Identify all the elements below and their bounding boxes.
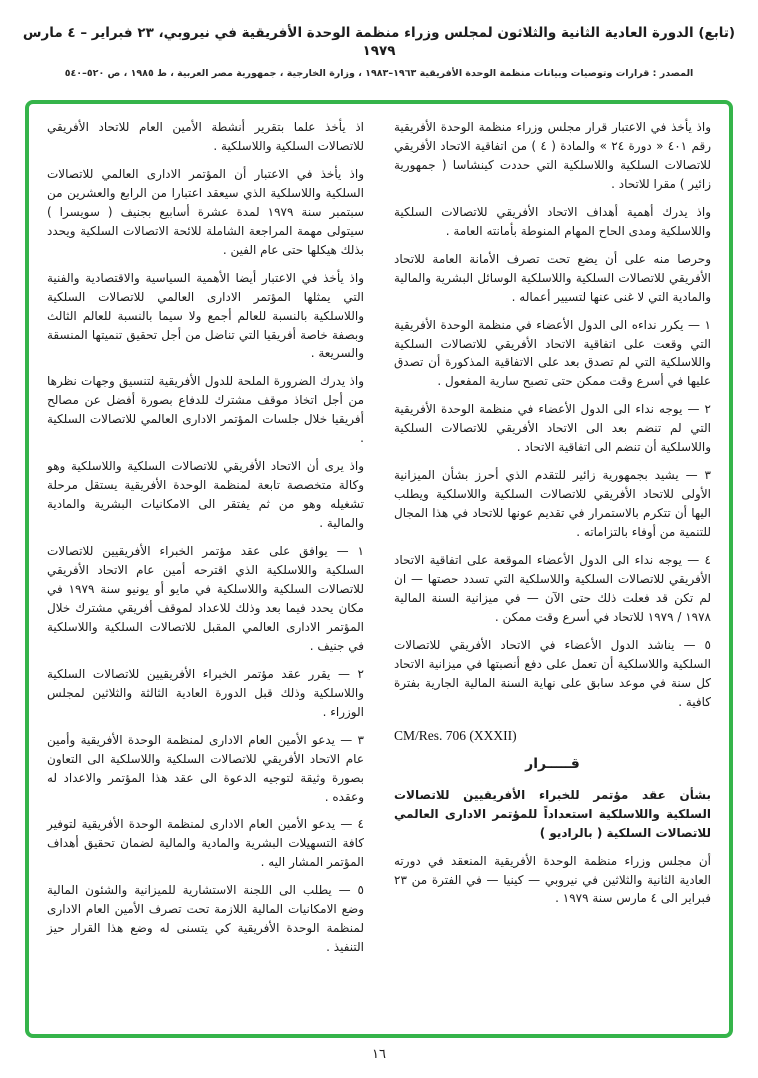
paragraph: واذ يأخذ في الاعتبار قرار مجلس وزراء منظمة الوحدة الأفريقية رقم ٤٠١ « دورة ٢٤ » والمادة ( ٤ ) من اتفاقية الاتحاد الأفريقي للاتصالات السلكية واللاسلكية التي حددت كينشاسا ( جمهورية زائير ) مقرا للاتحاد . xyxy=(394,120,711,191)
numbered-clause: ٤ — يدعو الأمين العام الادارى لمنظمة الوحدة الأفريقية لتوفير كافة التسهيلات البشرية والمادية والمالية لضمان تحقيق أهداف المؤتمر المشار اليه . xyxy=(47,817,364,870)
page-header xyxy=(18,24,740,79)
numbered-clause: ٣ — يشيد بجمهورية زائير للتقدم الذي أحرز بشأن الميزانية الأولى للاتحاد الأفريقي للاتصالات السلكية واللاسلكية ويطلب اليها أن تتكرم بالاستمرار في تقديم عونها للاتحاد في هذا المجال للتنمية من أوفاء بالتزاماته . xyxy=(394,468,711,540)
right-column xyxy=(394,118,711,1024)
header-source: المصدر : قرارات وتوصيات وبيانات منظمة الوحدة الأفريقية ١٩٦٣–١٩٨٣ ، وزارة الخارجية ، جمهورية مصر العربية ، ط ١٩٨٥ ، ص ٥٢٠–٥٤٠ xyxy=(64,68,694,80)
numbered-clause: ١ — يكرر نداءه الى الدول الأعضاء في منظمة الوحدة الأفريقية التي وقعت على اتفاقية الاتحاد الأفريقي للاتصالات السلكية واللاسلكية التي لم تصدق بعد على الاتفاقية المذكورة أن تصدق عليها في أسرع وقت ممكن حتى تصبح سارية المفعول . xyxy=(394,317,711,389)
resolution-body: أن مجلس وزراء منظمة الوحدة الأفريقية المنعقد في دورته العادية الثانية والثلاثين في نيروبي — كينيا — في الفترة من ٢٣ فبراير الى ٤ مارس سنة ١٩٧٩ . xyxy=(394,853,711,906)
content-border-box xyxy=(25,100,733,1038)
numbered-clause: ٢ — يوجه نداء الى الدول الأعضاء في منظمة الوحدة الأفريقية التي لم تنضم بعد الى الاتحاد الأفريقي للاتصالات السلكية واللاسلكية أن تنضم الى اتفاقية الاتحاد . xyxy=(394,402,711,455)
resolution-subject: بشأن عقد مؤتمر للخبراء الأفريقيين للاتصالات السلكية واللاسلكية استعداداً للمؤتمر الادارى العالمي للاتصالات السلكية ( بالراديو ) xyxy=(394,787,711,840)
resolution-reference: CM/Res. 706 (XXXII) xyxy=(394,727,517,743)
left-column xyxy=(47,118,364,1024)
paragraph: وحرصا منه على أن يضع تحت تصرف الأمانة العامة للاتحاد الأفريقي للاتصالات السلكية واللاسلكية الوسائل البشرية والمالية والمادية التي لا غنى عنها لتسيير أعماله . xyxy=(394,251,711,304)
numbered-clause: ٥ — يطلب الى اللجنة الاستشارية للميزانية والشئون المالية وضع الامكانيات المالية اللازمة تحت تصرف الأمين العام الادارى لمنظمة الوحدة الأفريقية كي يتسنى له وضع هذا القرار حيز التنفيذ . xyxy=(47,883,364,955)
header-title: (تابع) الدورة العادية الثانية والثلاثون لمجلس وزراء منظمة الوحدة الأفريقية في نيروبي، ٢٣ فبراير – ٤ مارس ١٩٧٩ xyxy=(22,25,736,60)
paragraph: واذ يأخذ في الاعتبار أن المؤتمر الادارى العالمي للاتصالات السلكية واللاسلكية الذي سيعقد اعتبارا من الرابع والعشرين من سبتمبر سنة ١٩٧٩ لمدة عشرة أسابيع بجنيف ( سويسرا ) سيتولى مهمة المراجعة الشاملة للائحة الاتصالات السلكية ويحدد بذلك هيكلها حتى عام الفين . xyxy=(47,166,365,257)
paragraph: واذ يأخذ في الاعتبار أيضا الأهمية السياسية والاقتصادية والفنية التي يمثلها المؤتمر الادارى العالمي للاتصالات السلكية واللاسلكية بالنسبة للعالم أجمع ولا سيما بالنسبة للعالم الثالث وبصفة خاصة أفريقيا التي تناضل من أجل تحقيق تنميتها المنسقة والسريعة . xyxy=(47,270,364,361)
paragraph: واذ يدرك الضرورة الملحة للدول الأفريقية لتنسيق وجهات نظرها من أجل اتخاذ موقف مشترك للدفاع بصورة أفضل عن مصالح أفريقيا خلال جلسات المؤتمر الادارى العالمي للاتصالات السلكية . xyxy=(47,374,364,446)
paragraph: اذ يأخذ علما بتقرير أنشطة الأمين العام للاتحاد الأفريقي للاتصالات السلكية واللاسلكية . xyxy=(47,120,364,153)
paragraph: واذ يدرك أهمية أهداف الاتحاد الأفريقي للاتصالات السلكية واللاسلكية ومدى الحاح المهام المنوطة بأمانته العامة . xyxy=(394,204,711,238)
numbered-clause: ٤ — يوجه نداء الى الدول الأعضاء الموقعة على اتفاقية الاتحاد الأفريقي للاتصالات السلكية واللاسلكية التي تسدد حصتها — ان لم تكن قد فعلت ذلك حتى الآن — في ميزانية السنة المالية ١٩٧٨ / ١٩٧٩ للاتحاد في أسرع وقت ممكن . xyxy=(394,553,711,624)
numbered-clause: ٣ — يدعو الأمين العام الادارى لمنظمة الوحدة الأفريقية وأمين عام الاتحاد الأفريقي للاتصالات السلكية واللاسلكية الى التعاون بصورة وثيقة لتوجيه الدعوة الى عقد هذا المؤتمر والاعداد له وعقده . xyxy=(47,732,364,804)
numbered-clause: ٢ — يقرر عقد مؤتمر الخبراء الأفريقيين للاتصالات السلكية واللاسلكية وذلك قبل الدورة العادية الثالثة والثلاثين لمجلس الوزراء . xyxy=(47,666,364,719)
page-number: ١٦ xyxy=(372,1047,386,1062)
numbered-clause: ٥ — يناشد الدول الأعضاء في الاتحاد الأفريقي للاتصالات السلكية واللاسلكية أن تعمل على دفع أنصبتها في ميزانية الاتحاد كل سنة في موعد سابق على نهاية السنة المالية الجارية بفترة كافية . xyxy=(394,637,711,709)
numbered-clause: ١ — يوافق على عقد مؤتمر الخبراء الأفريقيين للاتصالات السلكية واللاسلكية الذي اقترحه أمين عام الاتحاد الأفريقي للاتصالات السلكية واللاسلكية في مايو أو يونيو سنة ١٩٧٩ في مكان يحدد فيما بعد وذلك للاعداد لموقف أفريقي مشترك خلال المؤتمر الادارى العالمي المقبل للاتصالات السلكية واللاسلكية في جنيف . xyxy=(47,544,364,653)
resolution-heading: قـــــرار xyxy=(525,755,580,772)
paragraph: واذ يرى أن الاتحاد الأفريقي للاتصالات السلكية واللاسلكية وهو وكالة متخصصة تابعة لمنظمة الوحدة الأفريقية يستقل مرحلة تشغيله وهو من ثم يفتقر الى الامكانيات البشرية والمادية والمالية . xyxy=(47,459,364,531)
